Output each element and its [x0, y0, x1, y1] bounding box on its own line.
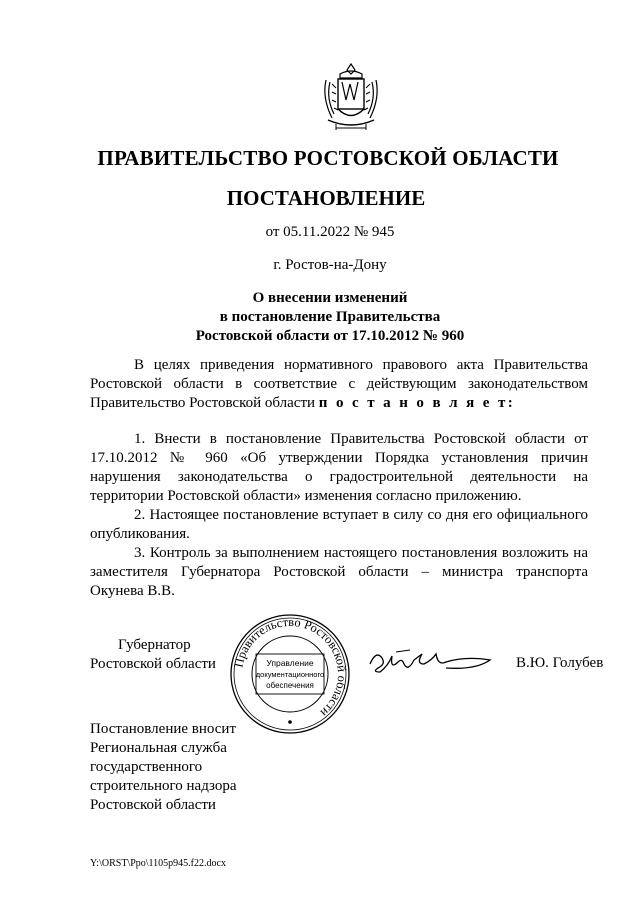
stamp-outer-text: Правительство Ростовской области: [231, 614, 350, 720]
submitter-line: Постановление вносит: [90, 721, 237, 737]
document-city: г. Ростов-на-Дону: [273, 257, 387, 273]
preamble-text: В целях приведения нормативного правового акта Правительства Ростовской области в соответствие с действующим законодательством Правительство Ростовской области: [90, 357, 588, 411]
decree-item: 1. Внести в постановление Правительства Ростовской области от 17.10.2012 № 960 «Об утверждении Порядка установления причин нарушения законодательства о градостроительной деятельности на территории Ростовской области» изменения согласно приложению.: [90, 431, 588, 504]
stamp-inner-line: Управление: [266, 658, 314, 668]
position-line: Губернатор: [118, 637, 191, 653]
preamble-paragraph: [90, 356, 588, 413]
signatory-name: В.Ю. Голубев: [516, 655, 604, 671]
coat-of-arms-emblem: [320, 62, 382, 132]
decree-item: 3. Контроль за выполнением настоящего постановления возложить на заместителя Губернатора Ростовской области – министра транспорта Окунева В.В.: [90, 545, 588, 599]
subject-line: в постановление Правительства: [219, 309, 441, 325]
subject-line: Ростовской области от 17.10.2012 № 960: [195, 328, 465, 344]
document-subject: [10, 289, 640, 346]
file-path: Y:\ORST\Ppo\1105p945.f22.docx: [90, 858, 226, 869]
official-stamp: [228, 612, 352, 736]
handwritten-signature: [366, 642, 496, 682]
document-type: ПОСТАНОВЛЕНИЕ: [226, 186, 426, 210]
submitter-block: [90, 720, 237, 815]
subject-line: О внесении изменений: [252, 290, 408, 306]
decree-items: [90, 430, 588, 601]
stamp-inner-line: документационного: [255, 670, 325, 679]
submitter-line: строительного надзора: [90, 778, 237, 794]
submitter-line: Региональная служба: [90, 740, 227, 756]
decree-item: 2. Настоящее постановление вступает в силу со дня его официального опубликования.: [90, 507, 588, 542]
position-line: Ростовской области: [90, 656, 216, 672]
government-title: ПРАВИТЕЛЬСТВО РОСТОВСКОЙ ОБЛАСТИ: [97, 146, 559, 170]
submitter-line: государственного: [90, 759, 203, 775]
document-date-number: от 05.11.2022 № 945: [265, 224, 395, 240]
stamp-inner-line: обеспечения: [266, 681, 314, 690]
signatory-position: [90, 636, 216, 674]
decree-word: п о с т а н о в л я е т:: [318, 395, 516, 411]
submitter-line: Ростовской области: [90, 797, 216, 813]
